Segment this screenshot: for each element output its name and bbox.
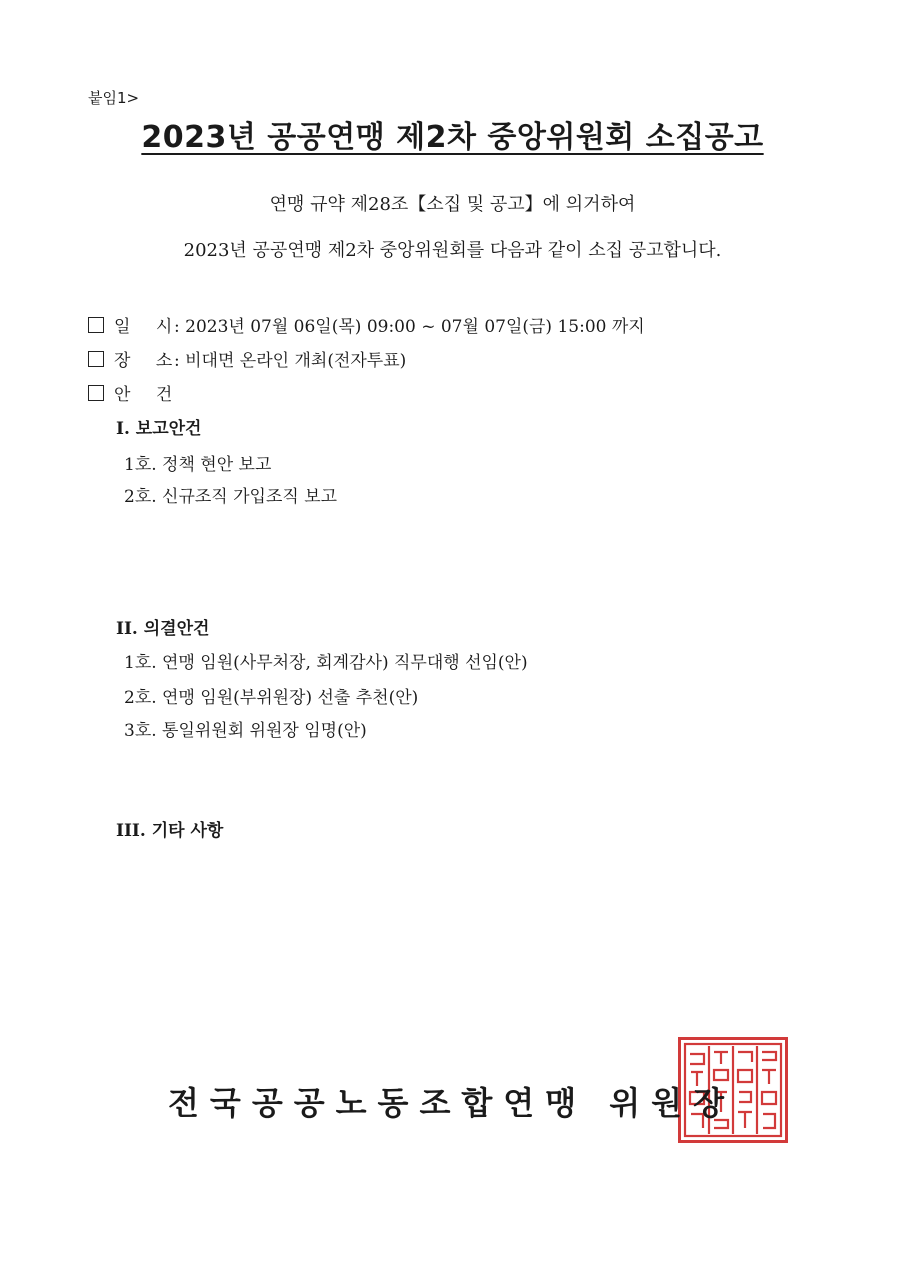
detail-value: : 2023년 07월 06일(목) 09:00 ~ 07월 07일(금) 15:00 까지: [174, 317, 645, 337]
detail-label: 일 시: [114, 317, 183, 337]
attachment-label: 붙임1>: [88, 89, 140, 107]
document-title-text: 2023년 공공연맹 제2차 중앙위원회 소집공고: [141, 120, 764, 155]
checkbox-icon: [88, 385, 104, 401]
detail-datetime: [88, 312, 645, 337]
detail-label: 안 건: [114, 385, 183, 405]
agenda-item: 2호. 신규조직 가입조직 보고: [124, 487, 338, 507]
intro-line-2: 2023년 공공연맹 제2차 중앙위원회를 다음과 같이 소집 공고합니다.: [183, 240, 722, 261]
agenda-item: 2호. 연맹 임원(부위원장) 선출 추천(안): [124, 688, 419, 708]
detail-location: [88, 346, 406, 371]
checkbox-icon: [88, 317, 104, 333]
section-heading-other: III. 기타 사항: [116, 821, 224, 841]
detail-label: 장 소: [114, 351, 183, 371]
checkbox-icon: [88, 351, 104, 367]
signer-line: 전국공공노동조합연맹 위원장: [168, 1084, 735, 1122]
agenda-item: 1호. 정책 현안 보고: [124, 455, 272, 475]
document-title: [0, 112, 905, 156]
intro-line-1: 연맹 규약 제28조【소집 및 공고】에 의거하여: [269, 194, 636, 215]
agenda-item: 3호. 통일위원회 위원장 임명(안): [124, 721, 367, 741]
detail-agenda: [88, 380, 183, 405]
section-heading-resolution: II. 의결안건: [116, 619, 210, 639]
section-heading-report: I. 보고안건: [116, 419, 202, 439]
detail-value: : 비대면 온라인 개최(전자투표): [174, 351, 407, 371]
agenda-item: 1호. 연맹 임원(사무처장, 회계감사) 직무대행 선임(안): [124, 653, 528, 673]
